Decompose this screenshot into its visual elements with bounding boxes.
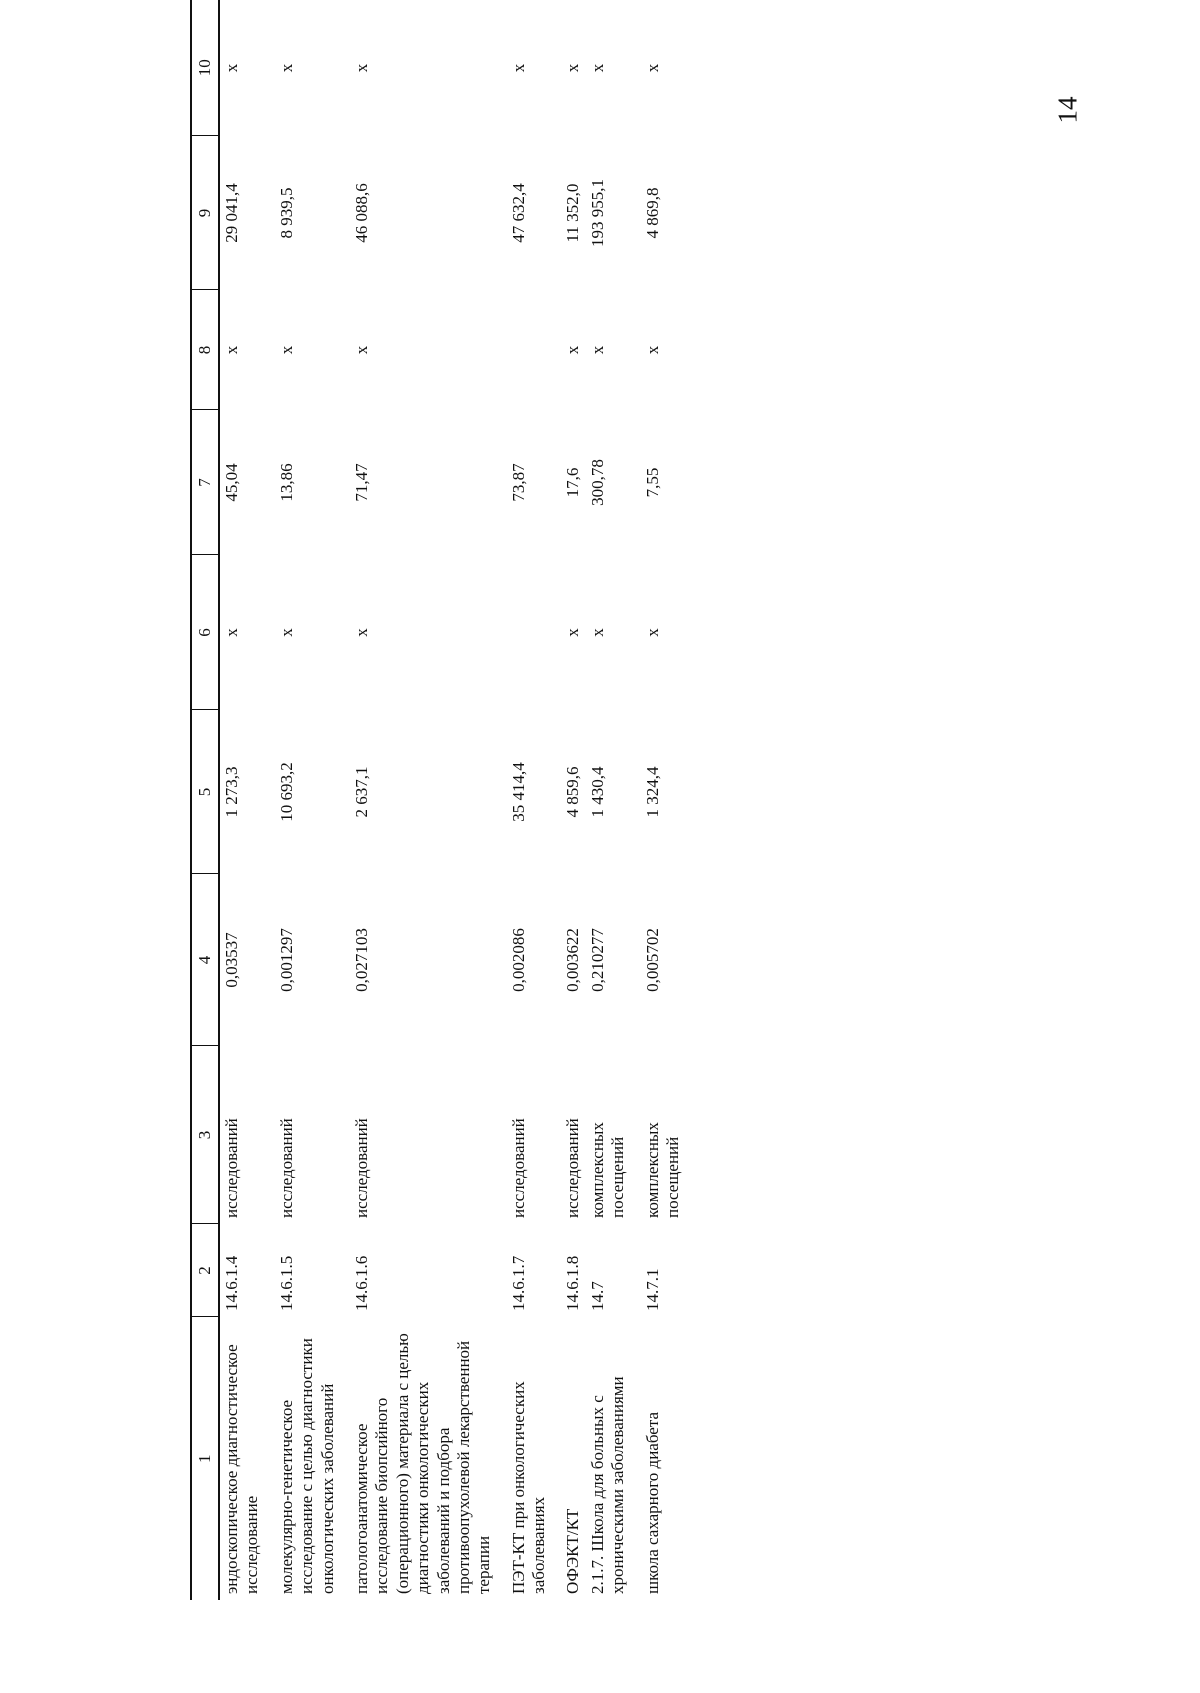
row-unit: исследований — [563, 1118, 583, 1218]
row-col5: 10 693,2 — [276, 762, 296, 822]
row-col7: 17,6 — [563, 467, 583, 498]
row-col6 — [507, 555, 562, 710]
table-row — [350, 0, 507, 1600]
row-col8: x — [587, 345, 607, 355]
table-row — [507, 0, 562, 1600]
header-cell: 5 — [191, 710, 219, 874]
row-col4: 0,03537 — [222, 932, 241, 988]
row-col6: x — [276, 628, 296, 637]
row-code: 14.7 — [587, 1281, 607, 1311]
table-row — [219, 0, 275, 1600]
row-col5: 1 430,4 — [587, 766, 607, 818]
row-unit: исследований — [222, 1118, 241, 1218]
row-unit: исследований — [351, 1118, 371, 1218]
row-col8: x — [222, 345, 241, 355]
rotated-table-container — [190, 0, 1200, 1600]
row-name: ПЭТ-КТ при онкологических заболеваниях — [508, 1381, 549, 1594]
header-cell: 9 — [191, 136, 219, 290]
row-col4: 0,003622 — [563, 928, 583, 992]
row-col8: x — [642, 345, 662, 355]
row-col8: x — [276, 345, 296, 355]
row-col5: 1 273,3 — [222, 766, 241, 818]
table-row — [641, 0, 686, 1600]
row-unit: комплексных посещений — [642, 1122, 683, 1218]
row-col7: 13,86 — [276, 463, 296, 502]
header-cell: 4 — [191, 874, 219, 1046]
row-col7: 7,55 — [642, 467, 662, 498]
row-col4: 0,005702 — [642, 928, 662, 992]
row-unit: комплексных посещений — [587, 1122, 628, 1218]
row-col6: x — [587, 628, 607, 637]
row-col7: 71,47 — [351, 463, 371, 502]
row-col6: x — [642, 628, 662, 637]
row-col5: 1 324,4 — [642, 766, 662, 818]
header-cell: 1 — [191, 1317, 219, 1600]
row-unit: исследований — [276, 1118, 296, 1218]
row-code: 14.6.1.4 — [222, 1255, 241, 1311]
row-col10: x — [508, 63, 528, 73]
row-code: 14.6.1.5 — [276, 1255, 296, 1311]
data-table — [190, 0, 685, 1600]
row-col4: 0,210277 — [587, 928, 607, 992]
row-col10: x — [351, 63, 371, 73]
header-cell: 2 — [191, 1224, 219, 1317]
row-col5: 35 414,4 — [508, 762, 528, 822]
row-col4: 0,001297 — [276, 928, 296, 992]
row-name: 2.1.7. Школа для больных с хроническими заболеваниями — [587, 1376, 628, 1594]
header-cell: 8 — [191, 290, 219, 410]
table-row — [275, 0, 350, 1600]
row-col9: 4 869,8 — [642, 187, 662, 239]
table-row — [561, 0, 585, 1600]
row-col7: 73,87 — [508, 463, 528, 502]
row-name: ОФЭКТ/КТ — [563, 1508, 583, 1594]
row-col5: 2 637,1 — [351, 766, 371, 818]
row-col10: x — [276, 63, 296, 73]
row-col10: x — [563, 63, 583, 73]
row-col10: x — [642, 63, 662, 73]
page-number: 14 — [1052, 96, 1083, 124]
row-name: патологоанатомическое исследование биопсийного (операционного) материала с целью диагностики онкологических заболеваний и подбора противоопухолевой лекарственной терапии — [351, 1333, 494, 1594]
row-col4: 0,002086 — [508, 928, 528, 992]
row-col8: x — [563, 345, 583, 355]
row-col9: 193 955,1 — [587, 179, 607, 247]
header-cell: 10 — [191, 0, 219, 136]
header-cell: 6 — [191, 555, 219, 710]
row-col7: 45,04 — [222, 463, 241, 502]
table-row — [586, 0, 641, 1600]
row-col8 — [507, 290, 562, 410]
row-code: 14.6.1.7 — [508, 1255, 528, 1311]
row-col4: 0,027103 — [351, 928, 371, 992]
row-col9: 29 041,4 — [222, 183, 241, 243]
row-col10: x — [587, 63, 607, 73]
row-code: 14.6.1.8 — [563, 1255, 583, 1311]
row-col6: x — [563, 628, 583, 637]
row-col9: 11 352,0 — [563, 183, 583, 243]
row-code: 14.7.1 — [642, 1268, 662, 1311]
table-header-row — [191, 0, 219, 1600]
row-name: школа сахарного диабета — [642, 1411, 662, 1594]
row-col5: 4 859,6 — [563, 766, 583, 818]
row-col8: x — [351, 345, 371, 355]
header-cell: 7 — [191, 410, 219, 555]
row-col6: x — [222, 628, 241, 637]
row-col6: x — [351, 628, 371, 637]
row-col9: 8 939,5 — [276, 187, 296, 239]
row-name: эндоскопическое диагностическое исследование — [222, 1344, 262, 1594]
row-name: молекулярно-генетическое исследование с целью диагностики онкологических заболеваний — [276, 1338, 337, 1594]
row-col7: 300,78 — [587, 459, 607, 506]
row-col9: 46 088,6 — [351, 183, 371, 243]
row-col10: x — [222, 63, 241, 73]
row-code: 14.6.1.6 — [351, 1255, 371, 1311]
row-unit: исследований — [508, 1118, 528, 1218]
row-col9: 47 632,4 — [508, 183, 528, 243]
header-cell: 3 — [191, 1046, 219, 1224]
